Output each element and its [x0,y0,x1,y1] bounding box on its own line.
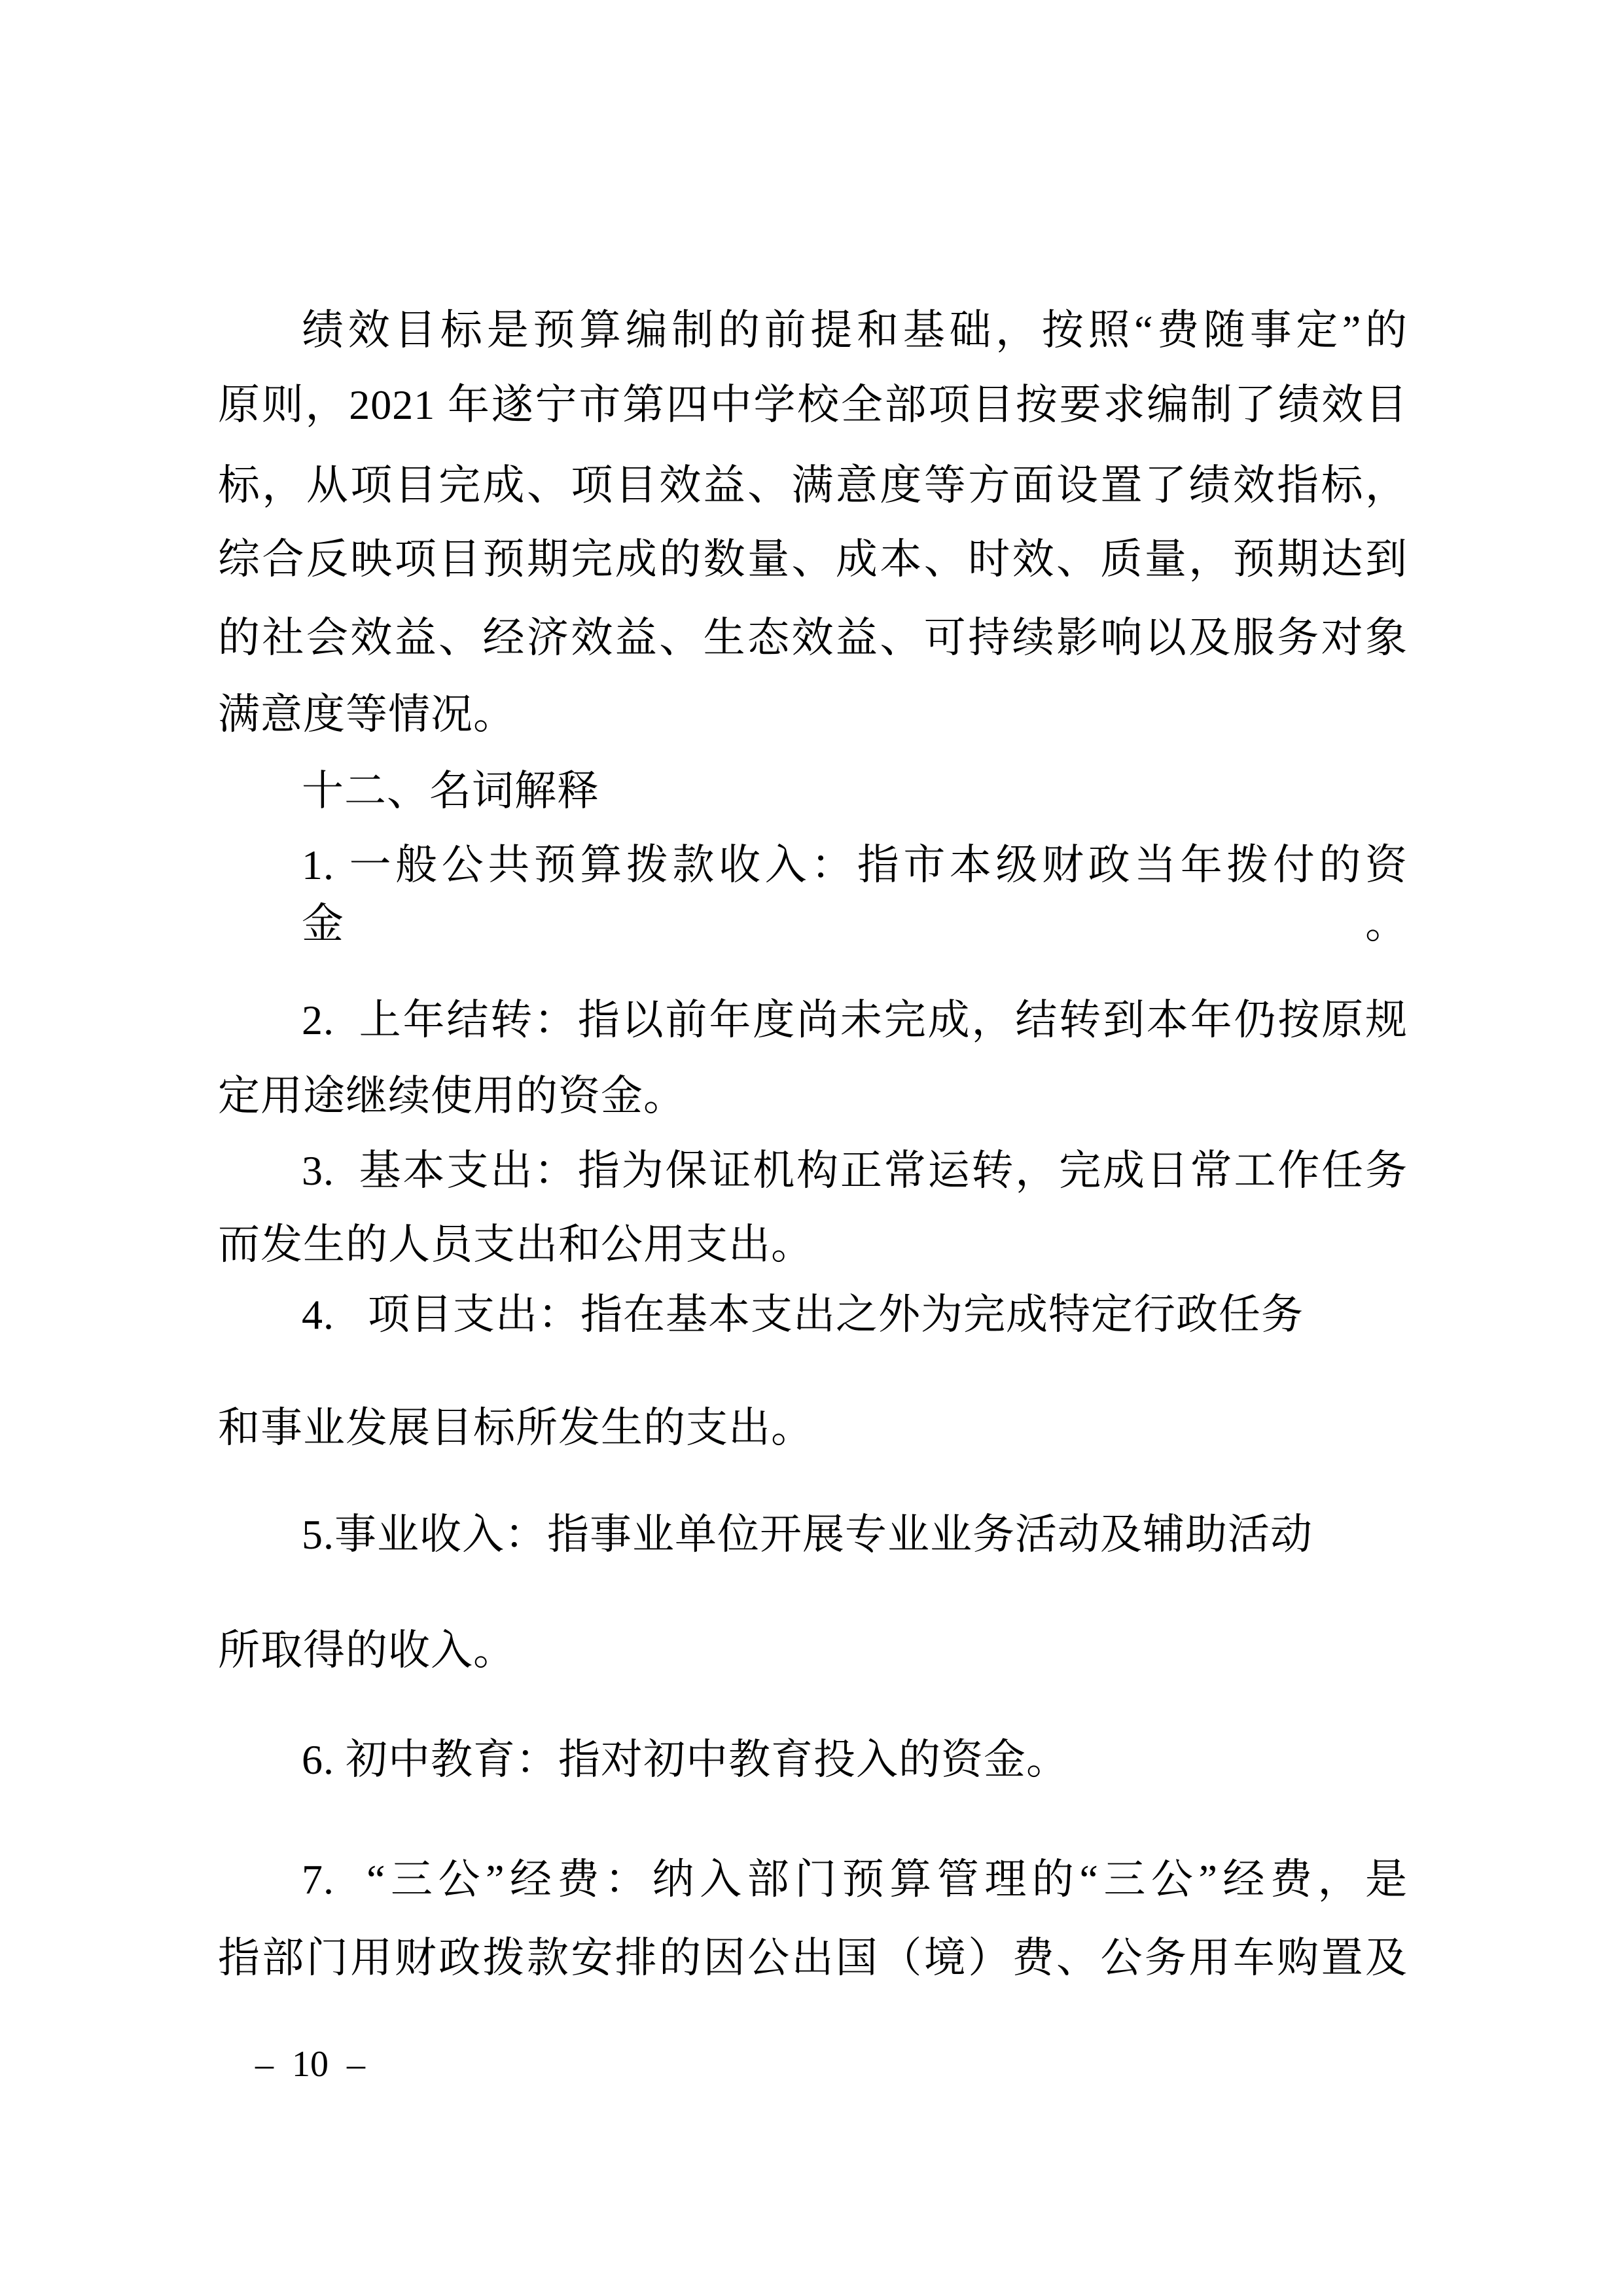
text-line: 所取得的收入。 [218,1627,516,1674]
text-line: 满意度等情况。 [218,691,516,738]
text-line: 2. 上年结转：指以前年度尚未完成，结转到本年仍按原规 [302,997,1408,1043]
text-line: 综合反映项目预期完成的数量、成本、时效、质量，预期达到 [218,536,1408,583]
text-line: 定用途继续使用的资金。 [218,1073,686,1119]
page-number: – 10 – [255,2044,365,2085]
text-line: 绩效目标是预算编制的前提和基础，按照“费随事定”的 [302,307,1408,353]
text-line: 和事业发展目标所发生的支出。 [218,1405,813,1451]
text-line: 指部门用财政拨款安排的因公出国（境）费、公务用车购置及 [218,1935,1408,1981]
text-line: 标，从项目完成、项目效益、满意度等方面设置了绩效指标， [218,462,1408,509]
text-line: 6. 初中教育：指对初中教育投入的资金。 [302,1736,1069,1783]
text-line: 1. 一般公共预算拨款收入：指市本级财政当年拨付的资金。 [302,842,1408,947]
document-body [218,0,1408,2296]
text-line: 7. “三公”经费：纳入部门预算管理的“三公”经费，是 [302,1856,1408,1903]
text-line: 3. 基本支出：指为保证机构正常运转，完成日常工作任务 [302,1147,1408,1194]
text-line: 4. 项目支出：指在基本支出之外为完成特定行政任务 [302,1291,1304,1338]
text-line: 的社会效益、经济效益、生态效益、可持续影响以及服务对象 [218,615,1408,661]
text-line: 而发生的人员支出和公用支出。 [218,1221,813,1268]
text-line: 原则，2021 年遂宁市第四中学校全部项目按要求编制了绩效目 [218,382,1408,428]
section-heading: 十二、名词解释 [302,768,599,814]
text-line: 5.事业收入：指事业单位开展专业业务活动及辅助活动 [302,1511,1313,1558]
